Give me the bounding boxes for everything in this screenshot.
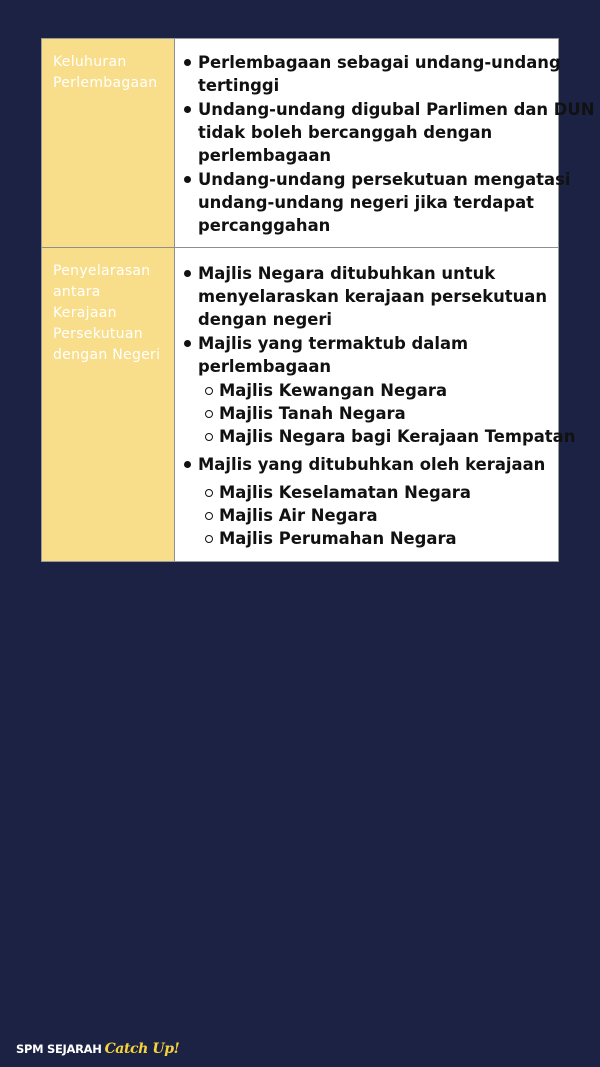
bullet-point — [183, 453, 575, 476]
row-label-line: Kerajaan — [53, 305, 117, 321]
bullet-text: Majlis yang termaktub dalam — [198, 334, 469, 353]
bullet-text: menyelaraskan kerajaan persekutuan — [198, 287, 548, 306]
row-label — [42, 39, 175, 247]
row-label-line: Penyelarasan — [53, 263, 151, 279]
bullet-point — [183, 332, 575, 378]
bullet-text: Majlis Negara ditubuhkan untuk — [198, 264, 496, 283]
sub-list-item: Majlis Perumahan Negara — [205, 527, 575, 550]
row-label-line: antara — [53, 284, 101, 300]
sub-list-item: Majlis Negara bagi Kerajaan Tempatan — [205, 425, 575, 448]
table-row-penyelarasan — [42, 248, 576, 561]
row-content — [175, 248, 579, 561]
row-label-line: dengan Negeri — [53, 347, 161, 363]
bullet-text: dengan negeri — [198, 310, 333, 329]
brand-main-text: SPM SEJARAH — [16, 1042, 102, 1056]
sub-list-item: Majlis Keselamatan Negara — [205, 481, 575, 504]
bullet-text: tertinggi — [198, 76, 280, 95]
sub-list — [183, 481, 575, 550]
bullet-point — [183, 51, 594, 97]
brand-script-text: Catch Up! — [104, 1041, 180, 1057]
sub-list — [183, 379, 575, 448]
brand-logo — [16, 1041, 179, 1063]
bullet-text: Undang-undang persekutuan mengatasi — [198, 170, 571, 189]
bullet-point — [183, 168, 594, 237]
bullet-text: Perlembagaan sebagai undang-undang — [198, 53, 561, 72]
sub-list-item: Majlis Tanah Negara — [205, 402, 575, 425]
sub-list-item: Majlis Air Negara — [205, 504, 575, 527]
sub-list-item: Majlis Kewangan Negara — [205, 379, 575, 402]
row-content — [175, 39, 598, 247]
bullet-point — [183, 262, 575, 331]
table-row-keluhuran — [42, 39, 595, 248]
row-label — [42, 248, 175, 561]
bullet-point — [183, 98, 594, 167]
bullet-text: Undang-undang digubal Parlimen dan DUN — [198, 100, 595, 119]
bullet-text: percanggahan — [198, 216, 331, 235]
bullet-text: perlembagaan — [198, 357, 332, 376]
row-label-line: Perlembagaan — [53, 75, 158, 91]
bullet-text: tidak boleh bercanggah dengan — [198, 123, 493, 142]
row-label-line: Persekutuan — [53, 326, 143, 342]
bullet-text: perlembagaan — [198, 146, 332, 165]
content-table — [41, 38, 595, 562]
bullet-text: undang-undang negeri jika terdapat — [198, 193, 534, 212]
row-label-line: Keluhuran — [53, 54, 127, 70]
bullet-text: Majlis yang ditubuhkan oleh kerajaan — [198, 455, 546, 474]
